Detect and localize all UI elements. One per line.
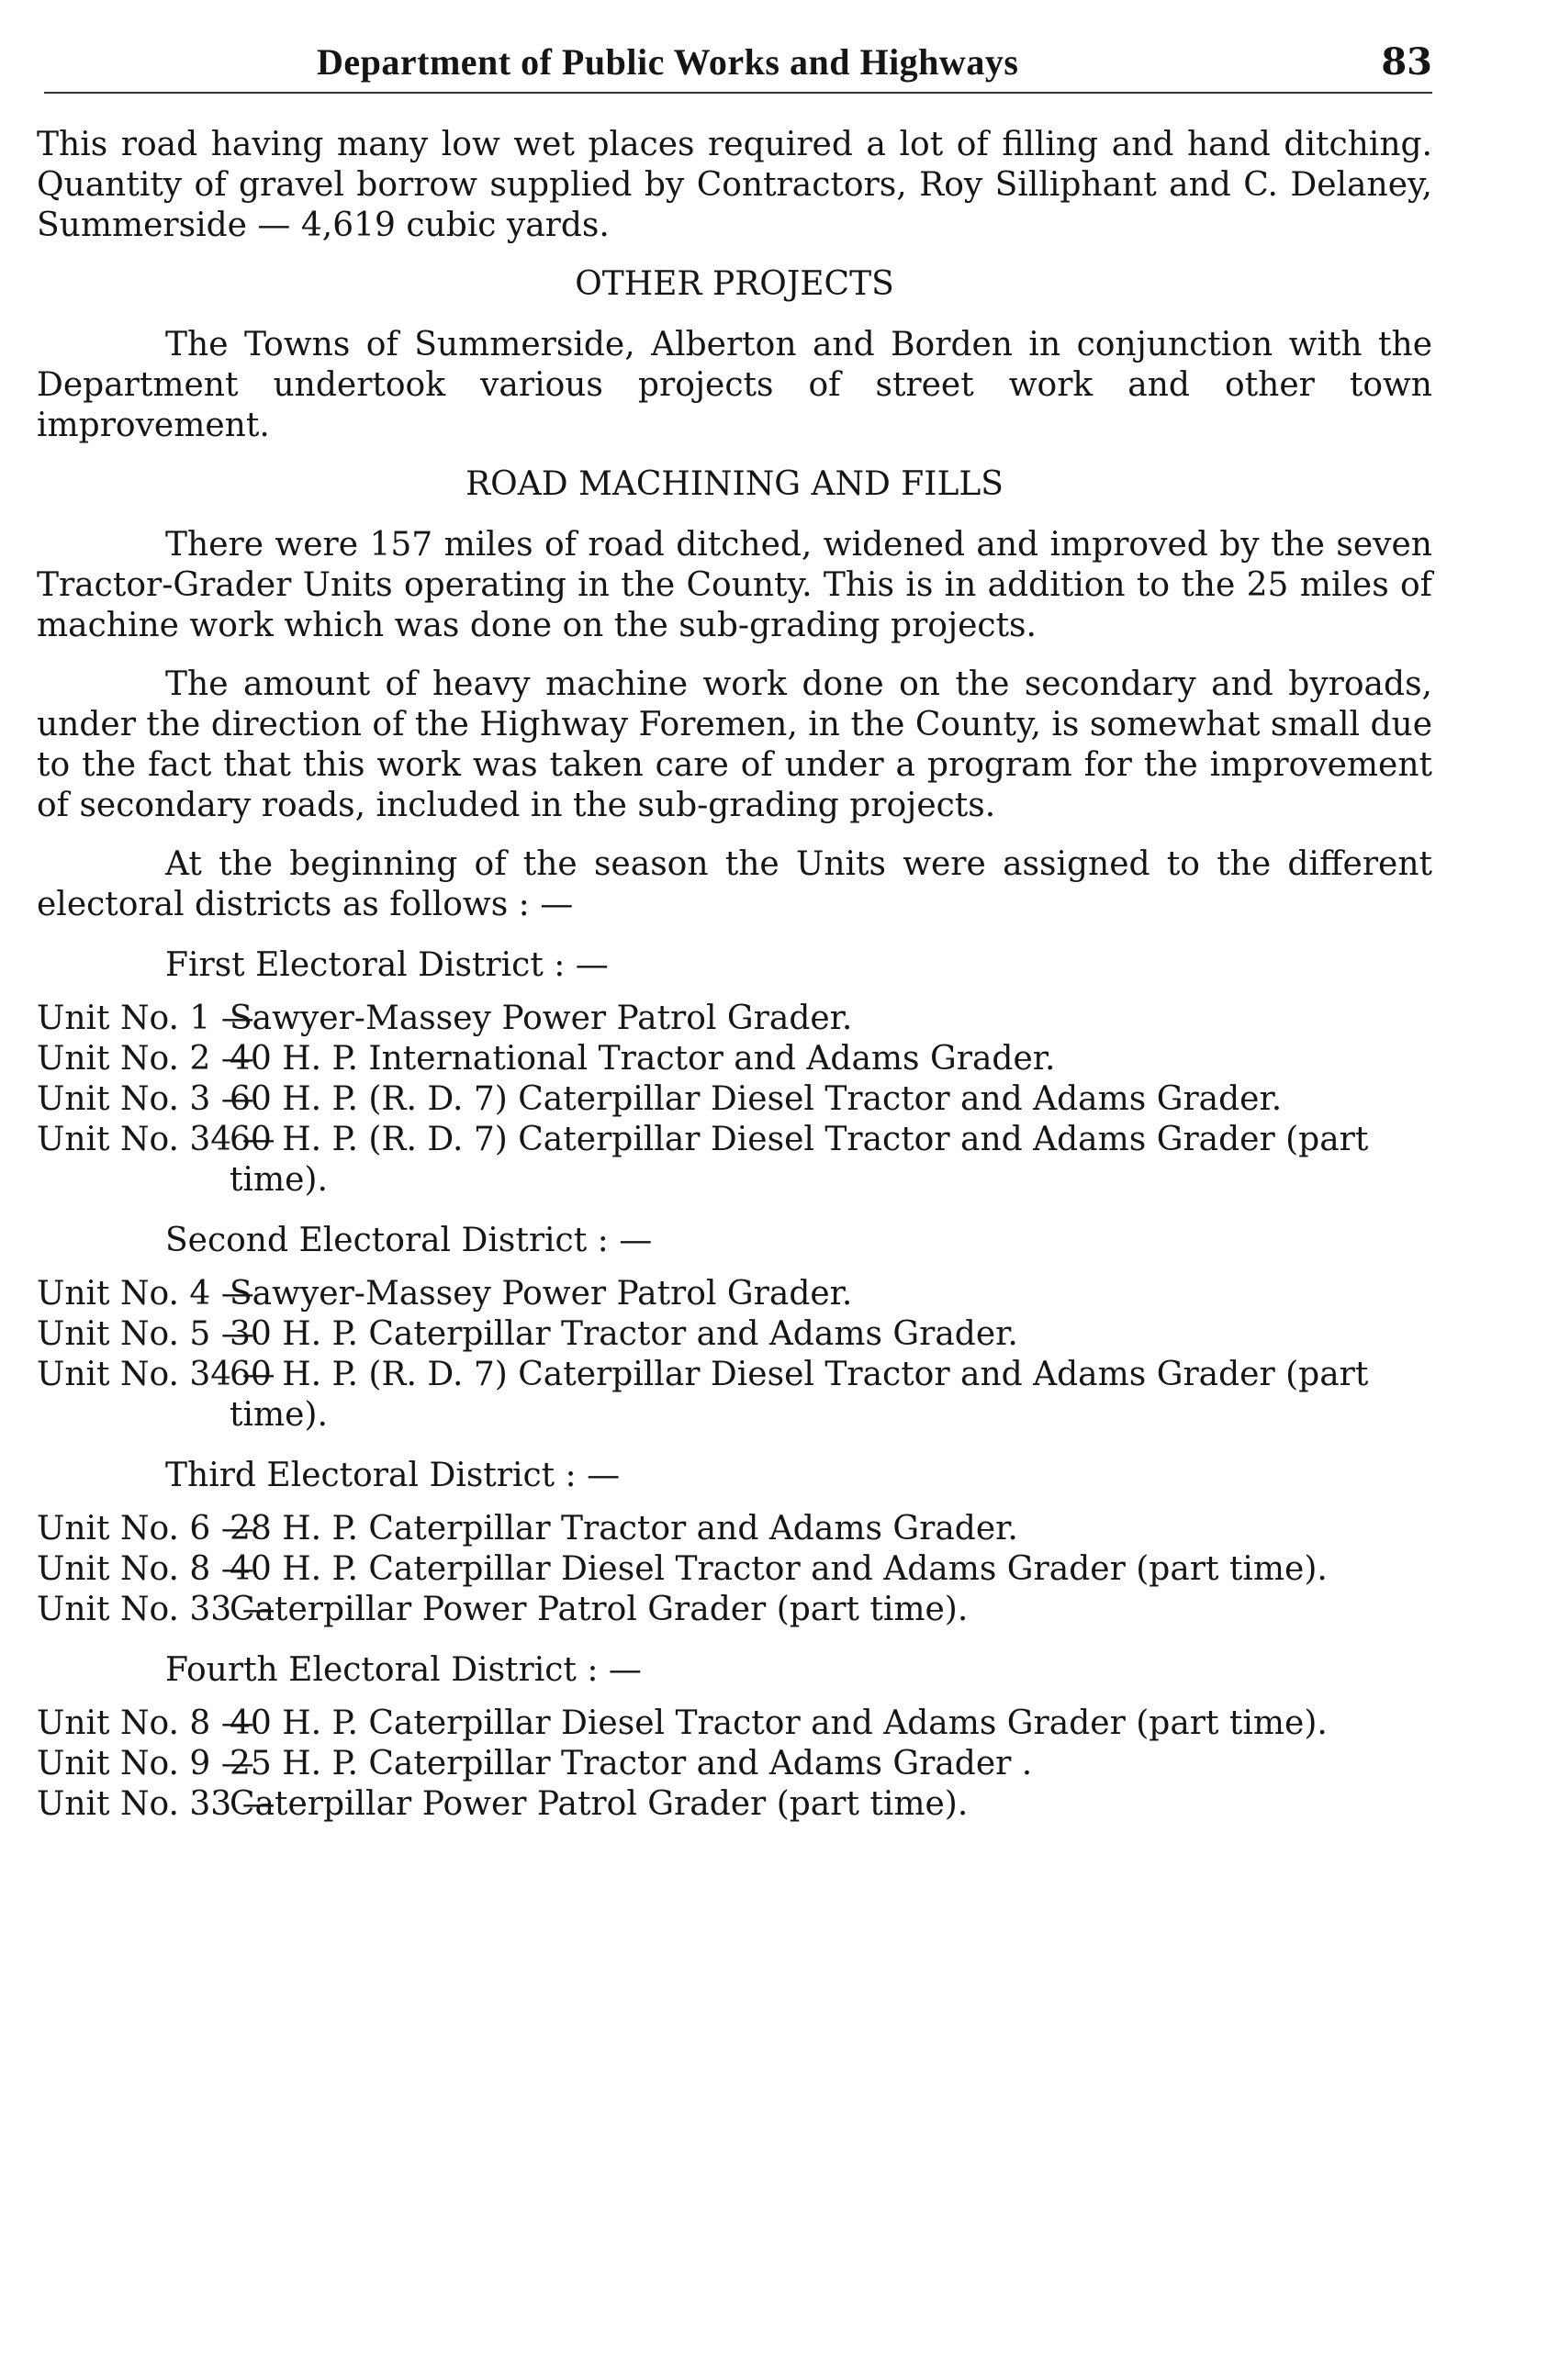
page-number: 83	[1381, 40, 1432, 84]
unit-label: Unit No. 3 —	[37, 1080, 254, 1118]
unit-description: 40 H. P. International Tractor and Adams Grader.	[230, 1040, 1056, 1078]
unit-description: 25 H. P. Caterpillar Tractor and Adams Grader .	[230, 1745, 1033, 1782]
unit-label: Unit No. 1 —	[37, 1000, 254, 1037]
unit-entry	[37, 1744, 1432, 1784]
unit-label: Unit No. 34 —	[37, 1356, 275, 1393]
unit-label: Unit No. 34 —	[37, 1121, 275, 1158]
unit-label: Unit No. 8 —	[37, 1704, 254, 1742]
district-title: First Electoral District : —	[165, 946, 609, 984]
unit-description: 28 H. P. Caterpillar Tractor and Adams Grader.	[230, 1510, 1018, 1548]
unit-label: Unit No. 33 —	[37, 1591, 275, 1628]
unit-description: 60 H. P. (R. D. 7) Caterpillar Diesel Tractor and Adams Grader.	[230, 1080, 1283, 1118]
unit-label: Unit No. 9 —	[37, 1745, 254, 1782]
page-body	[37, 125, 1432, 1825]
unit-list	[37, 999, 1432, 1201]
section-heading-road-machining: ROAD MACHINING AND FILLS	[465, 465, 1004, 503]
running-title: Department of Public Works and Highways	[317, 41, 1019, 83]
unit-description: 40 H. P. Caterpillar Diesel Tractor and Adams Grader (part time).	[230, 1550, 1328, 1588]
unit-description: 30 H. P. Caterpillar Tractor and Adams Grader.	[230, 1315, 1018, 1353]
unit-entry	[37, 1509, 1432, 1549]
unit-description: 40 H. P. Caterpillar Diesel Tractor and Adams Grader (part time).	[230, 1704, 1328, 1742]
paragraph-road-machining-2: The amount of heavy machine work done on the secondary and byroads, under the direction of the Highway Foremen, in the County, is somewhat small due to the fact that this work was taken care of under a program for the improvement of secondary roads, included in the sub-grading projects.	[37, 665, 1432, 824]
district-title: Third Electoral District : —	[165, 1457, 621, 1494]
district-title: Fourth Electoral District : —	[165, 1651, 642, 1689]
unit-entry	[37, 1549, 1432, 1590]
unit-label: Unit No. 8 —	[37, 1550, 254, 1588]
section-heading-other-projects: OTHER PROJECTS	[575, 265, 894, 303]
district-title: Second Electoral District : —	[165, 1222, 653, 1259]
unit-entry	[37, 999, 1432, 1039]
paragraph-other-projects: The Towns of Summerside, Alberton and Borden in conjunction with the Department undertook various projects of street work and other town improvement.	[37, 326, 1432, 444]
unit-description: Sawyer-Massey Power Patrol Grader.	[230, 1275, 853, 1313]
unit-description: Sawyer-Massey Power Patrol Grader.	[230, 1000, 853, 1037]
page-header	[44, 35, 1432, 94]
unit-description: Caterpillar Power Patrol Grader (part time).	[230, 1785, 969, 1823]
unit-entry	[37, 1784, 1432, 1825]
unit-description: 60 H. P. (R. D. 7) Caterpillar Diesel Tractor and Adams Grader (part time).	[230, 1121, 1369, 1199]
unit-label: Unit No. 5 —	[37, 1315, 254, 1353]
intro-paragraph: This road having many low wet places required a lot of filling and hand ditching. Quantity of gravel borrow supplied by Contractors, Roy Silliphant and C. Delaney, Summerside — 4,619 cubic yards.	[37, 126, 1432, 244]
unit-entry	[37, 1039, 1432, 1079]
paragraph-road-machining-1: There were 157 miles of road ditched, widened and improved by the seven Tractor-Grader Units operating in the County. This is in addition to the 25 miles of machine work which was done on the sub-grading projects.	[37, 526, 1432, 644]
unit-description: 60 H. P. (R. D. 7) Caterpillar Diesel Tractor and Adams Grader (part time).	[230, 1356, 1369, 1434]
unit-description: Caterpillar Power Patrol Grader (part time).	[230, 1591, 969, 1628]
unit-entry	[37, 1590, 1432, 1630]
unit-entry	[37, 1704, 1432, 1744]
unit-entry	[37, 1314, 1432, 1355]
unit-list	[37, 1274, 1432, 1436]
unit-entry	[37, 1120, 1432, 1201]
unit-list	[37, 1509, 1432, 1630]
district-assignments	[37, 945, 1432, 1825]
document-page	[37, 35, 1432, 1838]
unit-label: Unit No. 4 —	[37, 1275, 254, 1313]
unit-entry	[37, 1355, 1432, 1436]
unit-entry	[37, 1274, 1432, 1314]
unit-entry	[37, 1079, 1432, 1120]
unit-label: Unit No. 6 —	[37, 1510, 254, 1548]
unit-label: Unit No. 2 —	[37, 1040, 254, 1078]
paragraph-road-machining-3: At the beginning of the season the Units were assigned to the different electoral districts as follows : —	[37, 845, 1432, 923]
unit-label: Unit No. 33 —	[37, 1785, 275, 1823]
unit-list	[37, 1704, 1432, 1825]
